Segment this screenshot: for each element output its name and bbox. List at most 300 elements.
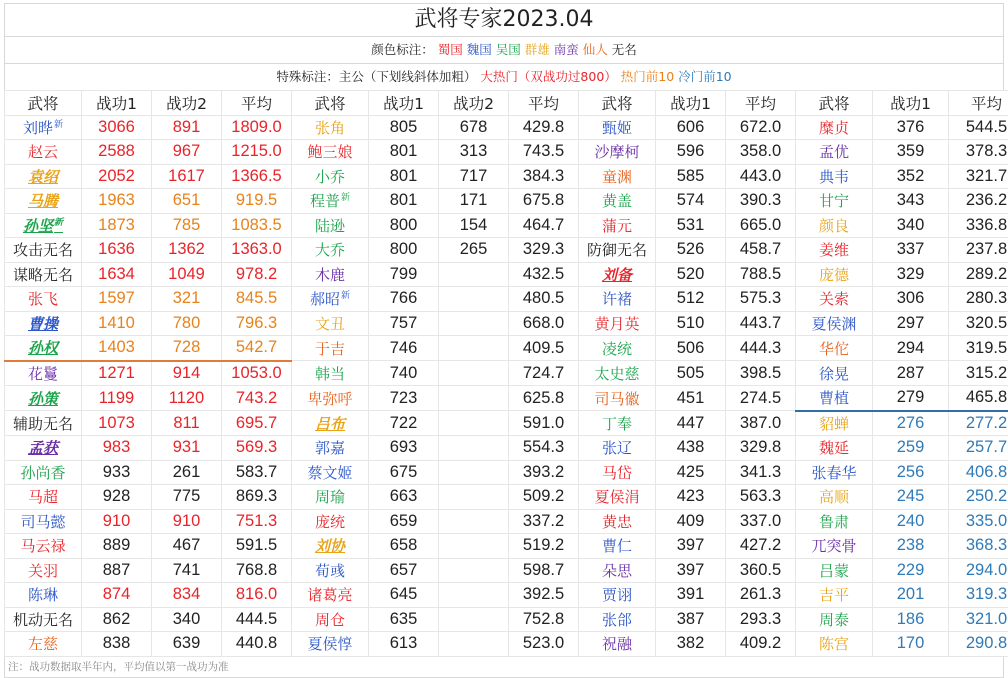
stat-value: 2588 [82, 140, 152, 165]
stat-value: 657 [369, 558, 439, 583]
column-header: 武将 [292, 91, 369, 116]
stat-value: 919.5 [222, 189, 292, 214]
general-name [5, 287, 82, 312]
stat-value [439, 336, 509, 361]
stat-value: 329.8 [726, 436, 796, 461]
stat-value: 645 [369, 583, 439, 608]
stat-value: 596 [656, 140, 726, 165]
general-name-text: 夏侯渊 [811, 315, 856, 333]
stat-value: 438 [656, 436, 726, 461]
general-name [579, 311, 656, 336]
stat-value: 154 [439, 213, 509, 238]
stat-value: 238 [873, 534, 949, 559]
stat-value: 766 [369, 287, 439, 312]
stat-value: 967 [152, 140, 222, 165]
general-name [292, 238, 369, 263]
stat-value: 467 [152, 534, 222, 559]
stat-value: 186 [873, 607, 949, 632]
stat-value: 722 [369, 411, 439, 436]
stat-value: 392.5 [509, 583, 579, 608]
stat-value: 668.0 [509, 311, 579, 336]
general-name [5, 262, 82, 287]
stat-value: 845.5 [222, 287, 292, 312]
page-title: 武将专家2023.04 [4, 3, 1004, 36]
legend-item: 大热门（双战功过800） [480, 69, 616, 84]
general-name-text: 凌统 [602, 340, 632, 358]
table-row [5, 311, 1008, 336]
stat-value: 337.0 [726, 509, 796, 534]
stat-value: 329.3 [509, 238, 579, 263]
stat-value: 297 [873, 311, 949, 336]
general-name [5, 583, 82, 608]
stat-value: 274.5 [726, 386, 796, 411]
stat-value: 465.8 [949, 386, 1008, 411]
general-name [5, 115, 82, 140]
general-name [579, 386, 656, 411]
table-row [5, 213, 1008, 238]
general-name [292, 509, 369, 534]
stat-value: 451 [656, 386, 726, 411]
general-name-text: 刘备 [602, 266, 632, 284]
stat-value: 505 [656, 361, 726, 386]
general-name [292, 411, 369, 436]
stat-value: 768.8 [222, 558, 292, 583]
stat-value: 542.7 [222, 336, 292, 361]
general-name-text: 谋略无名 [13, 266, 73, 284]
stat-value: 427.2 [726, 534, 796, 559]
header-row [5, 91, 1008, 116]
general-name-text: 夏侯涓 [594, 488, 639, 506]
general-name-text: 陆逊 [315, 217, 345, 235]
stat-value: 409 [656, 509, 726, 534]
table-row [5, 583, 1008, 608]
stat-value: 293.3 [726, 607, 796, 632]
stat-value: 741 [152, 558, 222, 583]
stat-value: 591.0 [509, 411, 579, 436]
column-header: 平均 [509, 91, 579, 116]
column-header: 平均 [222, 91, 292, 116]
stat-value: 635 [369, 607, 439, 632]
stat-value: 257.7 [949, 436, 1008, 461]
general-name [796, 411, 873, 436]
general-name [579, 336, 656, 361]
general-name [579, 361, 656, 386]
stat-value: 598.7 [509, 558, 579, 583]
stat-value: 340 [873, 213, 949, 238]
general-name [579, 485, 656, 510]
stat-value: 276 [873, 411, 949, 436]
stat-value: 320.5 [949, 311, 1008, 336]
stat-value: 335.0 [949, 509, 1008, 534]
table-row [5, 164, 1008, 189]
stat-value: 429.8 [509, 115, 579, 140]
stat-value: 1873 [82, 213, 152, 238]
general-name [292, 189, 369, 214]
stat-value: 933 [82, 460, 152, 485]
general-name-text: 庞统 [315, 513, 345, 531]
stat-value: 409.2 [726, 632, 796, 657]
general-name-text: 鲁肃 [819, 513, 849, 531]
stat-value: 693 [369, 436, 439, 461]
general-name [796, 485, 873, 510]
general-name-text: 许褚 [602, 290, 632, 308]
stat-value: 1053.0 [222, 361, 292, 386]
stat-value: 914 [152, 361, 222, 386]
general-name-text: 丁奉 [602, 415, 632, 433]
general-name-text: 黄月英 [594, 315, 639, 333]
stat-value: 171 [439, 189, 509, 214]
stat-value: 1049 [152, 262, 222, 287]
legend-item: 群雄 [525, 42, 550, 57]
general-name-text: 马超 [28, 488, 58, 506]
general-name-text: 蔡文姬 [307, 464, 352, 482]
stat-value: 663 [369, 485, 439, 510]
stat-value: 805 [369, 115, 439, 140]
stat-value: 425 [656, 460, 726, 485]
general-name-text: 颜良 [819, 217, 849, 235]
general-name [292, 583, 369, 608]
table-row [5, 361, 1008, 386]
stat-value: 390.3 [726, 189, 796, 214]
stat-value: 289.2 [949, 262, 1008, 287]
stat-value: 261.3 [726, 583, 796, 608]
stat-value: 358.0 [726, 140, 796, 165]
legend-item: 蜀国 [438, 42, 463, 57]
stat-value: 799 [369, 262, 439, 287]
stat-value: 751.3 [222, 509, 292, 534]
general-name [292, 164, 369, 189]
stat-value [439, 361, 509, 386]
stat-value: 1403 [82, 336, 152, 361]
stat-value: 816.0 [222, 583, 292, 608]
general-name-text: 关索 [819, 290, 849, 308]
table-row [5, 386, 1008, 411]
stat-value: 341.3 [726, 460, 796, 485]
general-name-text: 大乔 [315, 241, 345, 259]
general-name [796, 607, 873, 632]
stat-value: 544.5 [949, 115, 1008, 140]
stat-value: 290.8 [949, 632, 1008, 657]
general-name-text: 吕蒙 [819, 562, 849, 580]
stat-value: 1366.5 [222, 164, 292, 189]
stat-value: 306 [873, 287, 949, 312]
general-name-text: 貂蝉 [819, 415, 849, 433]
stat-value: 811 [152, 411, 222, 436]
general-name-text: 马岱 [602, 464, 632, 482]
stat-value: 458.7 [726, 238, 796, 263]
stat-value: 336.8 [949, 213, 1008, 238]
general-name-text: 高顺 [819, 488, 849, 506]
stat-value: 359 [873, 140, 949, 165]
stat-value: 236.2 [949, 189, 1008, 214]
stat-value [439, 607, 509, 632]
general-name-text: 祝融 [602, 635, 632, 653]
stat-value: 393.2 [509, 460, 579, 485]
table-row [5, 460, 1008, 485]
stat-value: 245 [873, 485, 949, 510]
stat-value: 757 [369, 311, 439, 336]
stat-value: 443.7 [726, 311, 796, 336]
stat-value [439, 460, 509, 485]
stat-value: 510 [656, 311, 726, 336]
general-name-text: 孙坚 [23, 217, 53, 235]
stat-value: 313 [439, 140, 509, 165]
general-name [5, 164, 82, 189]
stat-value: 583.7 [222, 460, 292, 485]
stat-value: 398.5 [726, 361, 796, 386]
general-name-text: 沙摩柯 [594, 143, 639, 161]
stat-value: 423 [656, 485, 726, 510]
stat-value: 2052 [82, 164, 152, 189]
stat-value: 378.3 [949, 140, 1008, 165]
general-name-text: 程普 [310, 192, 340, 210]
general-name [292, 436, 369, 461]
table-row [5, 140, 1008, 165]
general-name [796, 311, 873, 336]
table-row [5, 262, 1008, 287]
general-name [796, 115, 873, 140]
stat-value: 785 [152, 213, 222, 238]
stat-value: 280.3 [949, 287, 1008, 312]
stat-value: 1120 [152, 386, 222, 411]
general-name [579, 164, 656, 189]
stat-value: 801 [369, 164, 439, 189]
new-badge: 新 [54, 120, 63, 130]
stat-value: 800 [369, 238, 439, 263]
general-name [579, 189, 656, 214]
general-name-text: 童渊 [602, 168, 632, 186]
stat-value: 315.2 [949, 361, 1008, 386]
general-name-text: 黄忠 [602, 513, 632, 531]
general-name-text: 陈琳 [28, 586, 58, 604]
general-name-text: 孙权 [28, 339, 58, 357]
general-name [796, 534, 873, 559]
general-name [796, 213, 873, 238]
stat-value: 838 [82, 632, 152, 657]
general-name-text: 徐晃 [819, 365, 849, 383]
stat-value: 256 [873, 460, 949, 485]
column-header: 平均 [726, 91, 796, 116]
general-name-text: 关羽 [28, 562, 58, 580]
general-name-text: 花鬘 [28, 365, 58, 383]
stat-value: 382 [656, 632, 726, 657]
stat-value: 723 [369, 386, 439, 411]
general-name-text: 夏侯惇 [307, 635, 352, 653]
legend-item: 热门前10 [621, 69, 674, 84]
stat-value: 512 [656, 287, 726, 312]
general-name [579, 238, 656, 263]
stat-value: 569.3 [222, 436, 292, 461]
general-name [796, 262, 873, 287]
stat-value: 1636 [82, 238, 152, 263]
stat-value: 1083.5 [222, 213, 292, 238]
footnote: 注：战功数据取半年内，平均值以第一战功为准 [4, 657, 1004, 678]
stat-value: 665.0 [726, 213, 796, 238]
general-name-text: 韩当 [315, 365, 345, 383]
general-name [796, 509, 873, 534]
stat-value: 801 [369, 140, 439, 165]
table-row [5, 607, 1008, 632]
stat-value: 724.7 [509, 361, 579, 386]
generals-table [4, 90, 1008, 657]
stat-value: 523.0 [509, 632, 579, 657]
stat-value: 889 [82, 534, 152, 559]
general-name-text: 糜贞 [819, 119, 849, 137]
general-name-text: 华佗 [819, 340, 849, 358]
stat-value: 406.8 [949, 460, 1008, 485]
general-name-text: 张郃 [602, 611, 632, 629]
general-name [292, 336, 369, 361]
general-name [5, 607, 82, 632]
legend-item: 仙人 [583, 42, 608, 57]
stat-value: 531 [656, 213, 726, 238]
stat-value: 801 [369, 189, 439, 214]
general-name [579, 262, 656, 287]
general-name [796, 140, 873, 165]
stat-value: 910 [152, 509, 222, 534]
general-name [5, 534, 82, 559]
stat-value: 983 [82, 436, 152, 461]
stat-value: 509.2 [509, 485, 579, 510]
column-header: 战功2 [439, 91, 509, 116]
new-badge: 新 [341, 193, 350, 203]
stat-value: 480.5 [509, 287, 579, 312]
stat-value: 1362 [152, 238, 222, 263]
new-badge: 新 [341, 291, 350, 301]
general-name [796, 164, 873, 189]
stat-value: 444.3 [726, 336, 796, 361]
general-name-text: 左慈 [28, 635, 58, 653]
general-name-text: 马云禄 [20, 537, 65, 555]
stat-value: 651 [152, 189, 222, 214]
table-row [5, 485, 1008, 510]
stat-value: 201 [873, 583, 949, 608]
general-name-text: 黄盖 [602, 192, 632, 210]
stat-value [439, 411, 509, 436]
general-name [292, 361, 369, 386]
stat-value: 397 [656, 558, 726, 583]
general-name [5, 485, 82, 510]
general-name-text: 郭嘉 [315, 439, 345, 457]
general-name-text: 姜维 [819, 241, 849, 259]
general-name [796, 336, 873, 361]
stat-value [439, 485, 509, 510]
general-name-text: 兀突骨 [811, 537, 856, 555]
general-name [579, 632, 656, 657]
general-name-text: 周瑜 [315, 488, 345, 506]
column-header: 武将 [796, 91, 873, 116]
table-row [5, 336, 1008, 361]
general-name-text: 吕布 [315, 415, 345, 433]
stat-value: 319.5 [949, 336, 1008, 361]
general-name-text: 司马懿 [20, 513, 65, 531]
general-name-text: 孟获 [28, 439, 58, 457]
general-name [292, 558, 369, 583]
column-header: 战功2 [152, 91, 222, 116]
general-name [5, 140, 82, 165]
general-name-text: 卑弥呼 [307, 390, 352, 408]
table-row [5, 115, 1008, 140]
stat-value: 695.7 [222, 411, 292, 436]
general-name [796, 287, 873, 312]
general-name-text: 诸葛亮 [307, 586, 352, 604]
general-name-text: 攻击无名 [13, 241, 73, 259]
stat-value [439, 386, 509, 411]
stat-value: 862 [82, 607, 152, 632]
stat-value [439, 509, 509, 534]
legend-prefix: 特殊标注：主公（下划线斜体加粗） [276, 69, 476, 84]
table-row [5, 436, 1008, 461]
stat-value: 775 [152, 485, 222, 510]
stat-value: 240 [873, 509, 949, 534]
stat-value: 887 [82, 558, 152, 583]
stat-value: 170 [873, 632, 949, 657]
legend-item: 南蛮 [554, 42, 579, 57]
stat-value: 931 [152, 436, 222, 461]
general-name [579, 436, 656, 461]
stat-value: 1963 [82, 189, 152, 214]
general-name-text: 辅助无名 [13, 415, 73, 433]
general-name [796, 238, 873, 263]
stat-value: 343 [873, 189, 949, 214]
general-name [292, 460, 369, 485]
general-name-text: 刘协 [315, 537, 345, 555]
stat-value: 519.2 [509, 534, 579, 559]
general-name [796, 436, 873, 461]
stat-value [439, 287, 509, 312]
stat-value: 384.3 [509, 164, 579, 189]
general-name [579, 287, 656, 312]
column-header: 武将 [5, 91, 82, 116]
stat-value: 352 [873, 164, 949, 189]
stat-value: 740 [369, 361, 439, 386]
stat-value: 743.2 [222, 386, 292, 411]
stat-value: 409.5 [509, 336, 579, 361]
general-name [796, 189, 873, 214]
expert-generals-sheet [4, 3, 1004, 678]
general-name [796, 386, 873, 411]
general-name-text: 典韦 [819, 168, 849, 186]
stat-value: 891 [152, 115, 222, 140]
stat-value: 613 [369, 632, 439, 657]
stat-value: 265 [439, 238, 509, 263]
stat-value: 337.2 [509, 509, 579, 534]
table-row [5, 189, 1008, 214]
column-header: 战功1 [369, 91, 439, 116]
stat-value: 575.3 [726, 287, 796, 312]
stat-value: 329 [873, 262, 949, 287]
general-name [796, 583, 873, 608]
legend-prefix: 颜色标注： [371, 42, 434, 57]
stat-value: 585 [656, 164, 726, 189]
general-name [292, 115, 369, 140]
stat-value: 563.3 [726, 485, 796, 510]
general-name-text: 袁绍 [28, 168, 58, 186]
general-name [579, 558, 656, 583]
general-name-text: 机动无名 [13, 611, 73, 629]
general-name-text: 太史慈 [594, 365, 639, 383]
stat-value: 3066 [82, 115, 152, 140]
stat-value: 796.3 [222, 311, 292, 336]
column-header: 平均 [949, 91, 1008, 116]
stat-value: 1634 [82, 262, 152, 287]
stat-value: 319.3 [949, 583, 1008, 608]
general-name [292, 485, 369, 510]
general-name [579, 509, 656, 534]
general-name-text: 甄姬 [602, 119, 632, 137]
legend-item: 无名 [612, 42, 637, 57]
general-name [579, 140, 656, 165]
